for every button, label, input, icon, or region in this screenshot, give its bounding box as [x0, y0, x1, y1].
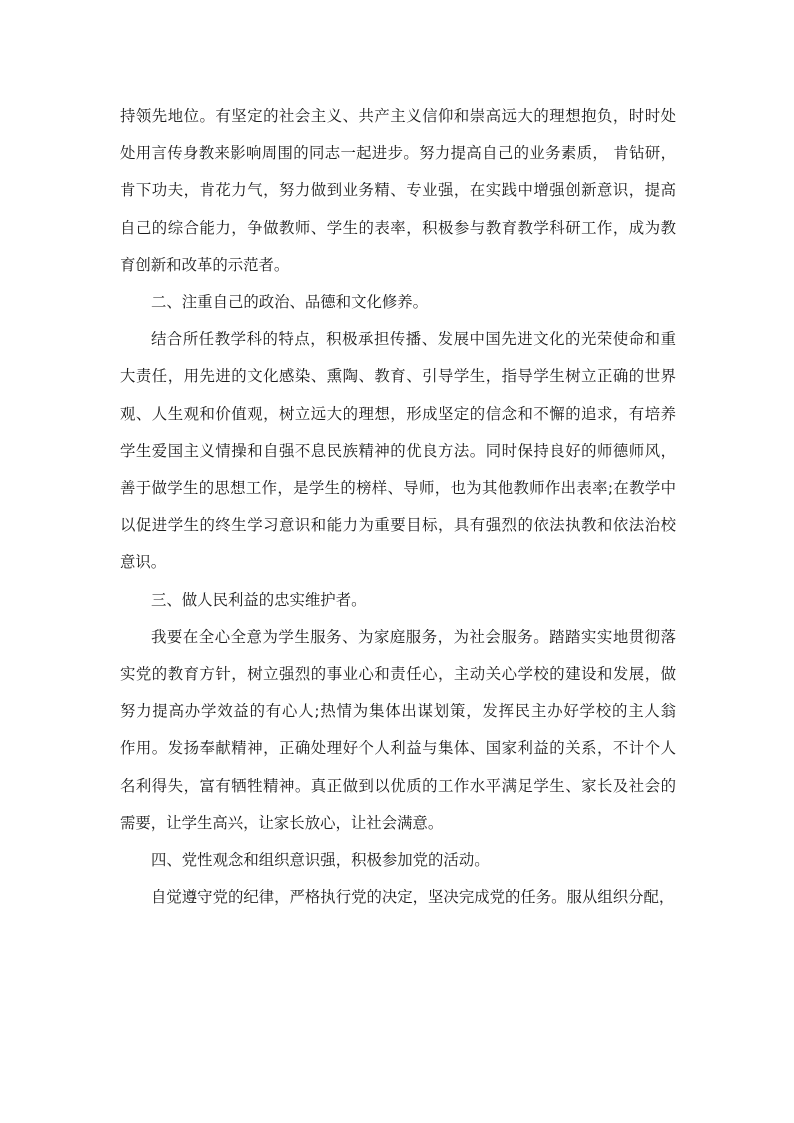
paragraph [120, 284, 676, 321]
text-line: 作用。发扬奉献精神，正确处理好个人利益与集体、国家利益的关系，不计个人 [120, 739, 676, 758]
text-line: 努力提高办学效益的有心人;热情为集体出谋划策，发挥民主办好学校的主人翁 [120, 702, 676, 721]
text-line: 需要，让学生高兴，让家长放心，让社会满意。 [120, 813, 444, 832]
paragraph [120, 582, 676, 619]
paragraph [120, 879, 676, 916]
paragraph [120, 619, 676, 842]
text-line: 我要在全心全意为学生服务、为家庭服务，为社会服务。踏踏实实地贯彻落 [151, 627, 676, 646]
text-line: 自己的综合能力，争做教师、学生的表率，积极参与教育教学科研工作，成为教 [120, 218, 676, 237]
text-line: 观、人生观和价值观，树立远大的理想，形成坚定的信念和不懈的追求，有培养 [120, 404, 676, 423]
text-line: 二、注重自己的政治、品德和文化修养。 [151, 293, 429, 312]
text-line: 名利得失，富有牺牲精神。真正做到以优质的工作水平满足学生、家长及社会的 [120, 776, 676, 795]
text-line: 善于做学生的思想工作，是学生的榜样、导师，也为其他教师作出表率;在教学中 [120, 479, 676, 498]
text-line: 持领先地位。有坚定的社会主义、共产主义信仰和崇高远大的理想抱负，时时处 [120, 107, 676, 125]
paragraph [120, 321, 676, 581]
document-page [120, 98, 676, 916]
text-line: 大责任，用先进的文化感染、熏陶、教育、引导学生，指导学生树立正确的世界 [120, 367, 676, 386]
text-line: 自觉遵守党的纪律，严格执行党的决定，坚决完成党的任务。服从组织分配， [151, 888, 675, 907]
text-line: 结合所任教学科的特点，积极承担传播、发展中国先进文化的光荣使命和重 [151, 330, 676, 349]
text-line: 育创新和改革的示范者。 [120, 255, 290, 274]
text-line: 处用言传身教来影响周围的同志一起进步。努力提高自己的业务素质， 肯钻研， [120, 144, 676, 163]
text-line: 以促进学生的终生学习意识和能力为重要目标，具有强烈的依法执教和依法治校 [120, 516, 676, 535]
paragraph [120, 842, 676, 879]
text-line: 三、做人民利益的忠实维护者。 [151, 590, 367, 609]
text-line: 学生爱国主义情操和自强不息民族精神的优良方法。同时保持良好的师德师风， [120, 441, 676, 460]
text-line: 意识。 [120, 553, 167, 572]
paragraph [120, 98, 676, 284]
text-line: 肯下功夫，肯花力气，努力做到业务精、专业强，在实践中增强创新意识，提高 [120, 181, 676, 200]
text-line: 实党的教育方针，树立强烈的事业心和责任心，主动关心学校的建设和发展，做 [120, 665, 676, 684]
text-line: 四、党性观念和组织意识强，积极参加党的活动。 [151, 851, 490, 870]
